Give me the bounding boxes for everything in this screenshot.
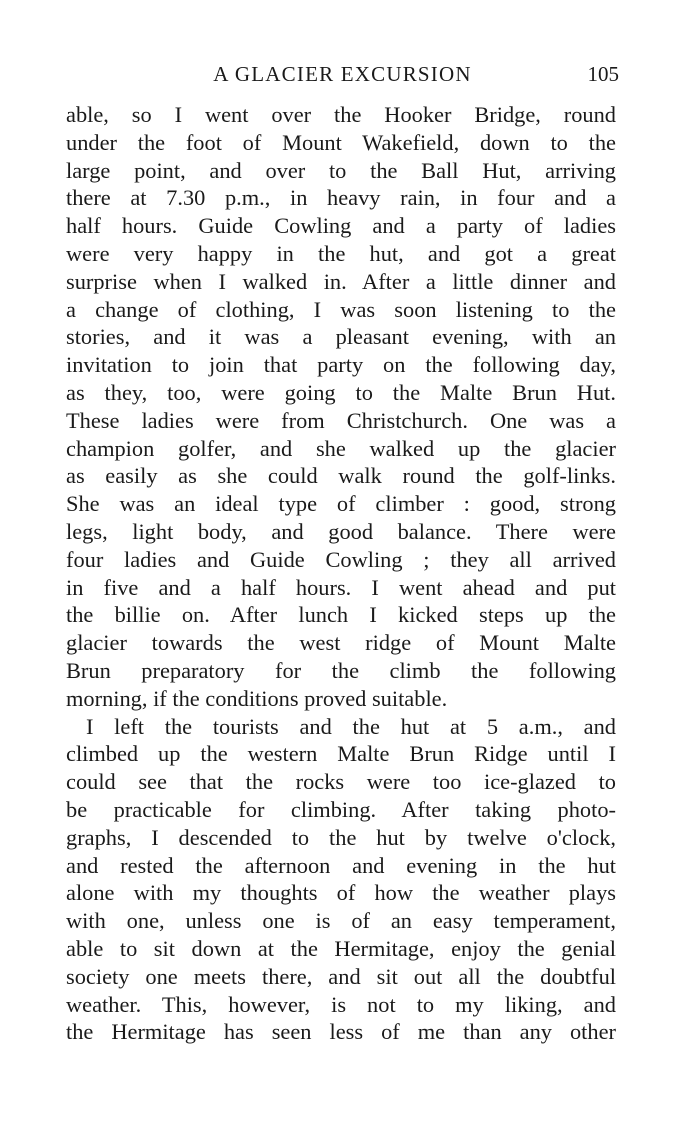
text-line: surprise when I walked in. After a little dinner and (66, 268, 616, 294)
text-line: the Hermitage has seen less of me than any other (66, 1019, 616, 1045)
page-number: 105 (587, 62, 619, 86)
text-line: glacier towards the west ridge of Mount Malte (66, 630, 616, 656)
text-line: climbed up the western Malte Brun Ridge until I (66, 741, 616, 767)
text-line: able, so I went over the Hooker Bridge, round (66, 102, 616, 127)
text-line: with one, unless one is of an easy temperament, (66, 908, 616, 934)
text-line: She was an ideal type of climber : good, strong (66, 491, 616, 517)
text-line: four ladies and Guide Cowling ; they all arrived (66, 546, 616, 572)
text-line: morning, if the conditions proved suitable. (66, 685, 448, 711)
text-line: society one meets there, and sit out all the doubtful (66, 963, 616, 989)
text-line: as easily as she could walk round the golf-links. (66, 463, 616, 489)
text-line: be practicable for climbing. After taking photo- (66, 796, 616, 822)
text-line: invitation to join that party on the following day, (66, 352, 616, 378)
running-header (66, 62, 619, 90)
text-line: could see that the rocks were too ice-glazed to (66, 769, 616, 795)
text-line: a change of clothing, I was soon listening to the (66, 296, 616, 322)
text-line: and rested the afternoon and evening in the hut (66, 852, 616, 878)
text-line: as they, too, were going to the Malte Brun Hut. (66, 379, 616, 405)
text-line: stories, and it was a pleasant evening, with an (66, 324, 616, 350)
running-title: A GLACIER EXCURSION (213, 62, 472, 86)
text-line: I left the tourists and the hut at 5 a.m., and (86, 713, 616, 739)
text-line: were very happy in the hut, and got a great (66, 240, 616, 266)
text-line: under the foot of Mount Wakefield, down to the (66, 129, 616, 155)
text-line: half hours. Guide Cowling and a party of ladies (66, 213, 616, 239)
text-line: weather. This, however, is not to my liking, and (66, 991, 616, 1017)
text-line: able to sit down at the Hermitage, enjoy the genial (66, 935, 616, 961)
text-line: alone with my thoughts of how the weather plays (66, 880, 616, 906)
text-line: legs, light body, and good balance. There were (66, 518, 616, 544)
text-line: the billie on. After lunch I kicked steps up the (66, 602, 616, 628)
text-line: graphs, I descended to the hut by twelve o'clock, (66, 824, 616, 850)
text-line: large point, and over to the Ball Hut, arriving (66, 157, 616, 183)
body-text (66, 101, 616, 1046)
text-line: there at 7.30 p.m., in heavy rain, in four and a (66, 185, 616, 211)
text-line: in five and a half hours. I went ahead and put (66, 574, 616, 600)
text-line: champion golfer, and she walked up the glacier (66, 435, 616, 461)
text-line: Brun preparatory for the climb the following (66, 657, 616, 683)
text-line: These ladies were from Christchurch. One was a (66, 407, 616, 433)
